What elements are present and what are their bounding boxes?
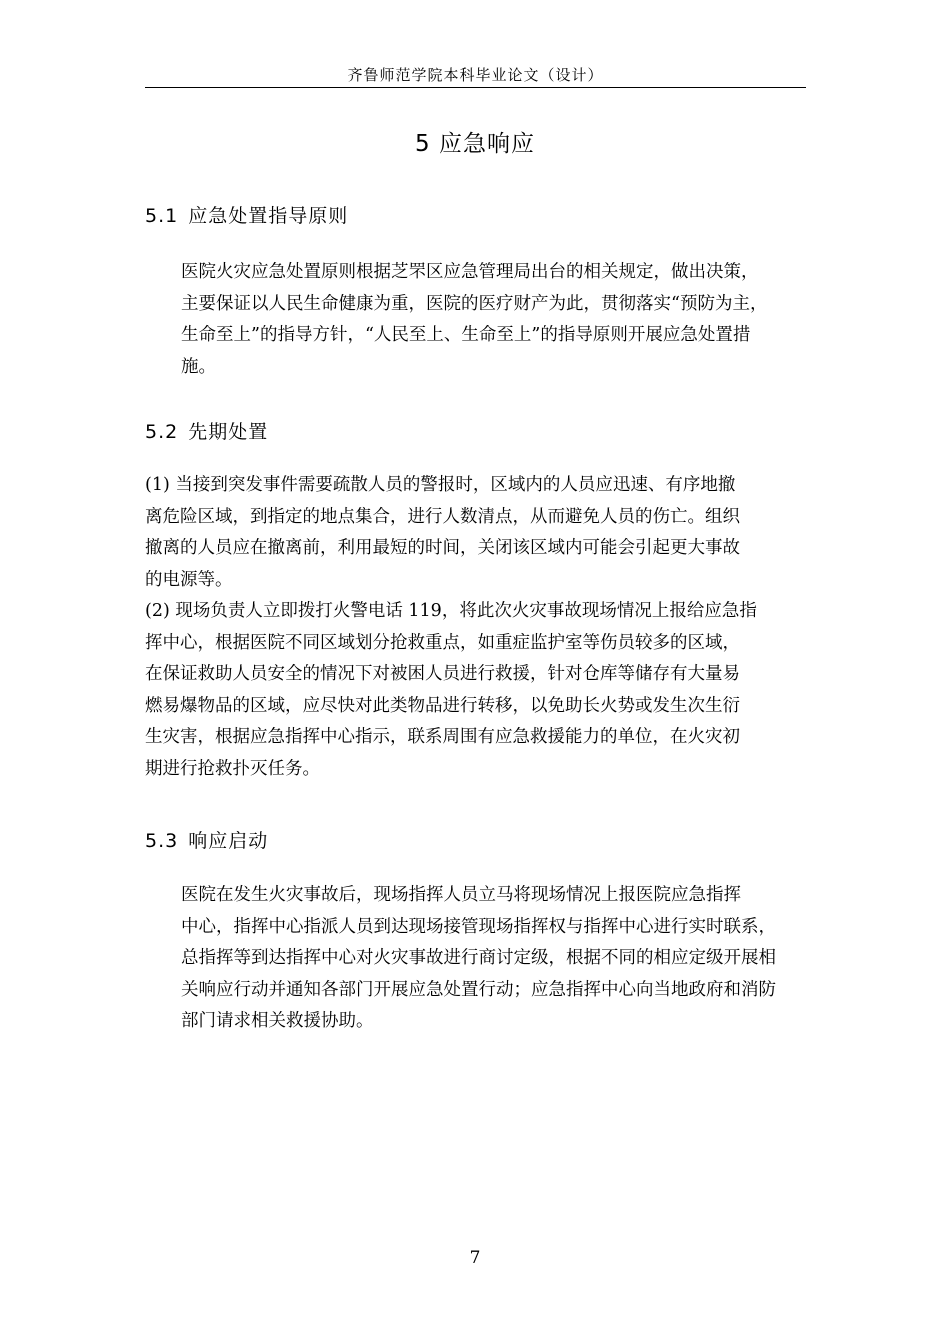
section-title: 应急处置指导原则	[188, 205, 349, 227]
section-heading-5-2	[145, 417, 268, 444]
section-title: 先期处置	[188, 421, 269, 443]
section-title: 响应启动	[188, 830, 269, 852]
paragraph-line: 期进行抢救扑灭任务。	[145, 758, 320, 779]
header-rule	[145, 87, 806, 88]
paragraph-5-2-item-2	[145, 596, 809, 785]
section-heading-5-3	[145, 826, 268, 853]
section-heading-5-1	[145, 201, 348, 228]
section-number: 5.1	[145, 205, 179, 227]
paragraph-line: 主要保证以人民生命健康为重，医院的医疗财产为此，贯彻落实“预防为主，	[181, 293, 768, 314]
paragraph-line: 撤离的人员应在撤离前，利用最短的时间，关闭该区域内可能会引起更大事故	[145, 538, 740, 558]
paragraph-line: 施。	[181, 356, 216, 377]
section-number: 5.3	[145, 830, 179, 852]
paragraph-line: 生命至上”的指导方针，“人民至上、生命至上”的指导原则开展应急处置措	[181, 325, 751, 345]
paragraph-5-3	[145, 880, 809, 1038]
paragraph-5-1	[145, 257, 809, 383]
chapter-title: 5 应急响应	[415, 131, 535, 157]
paragraph-line: 离危险区域，到指定的地点集合，进行人数清点，从而避免人员的伤亡。组织	[145, 506, 740, 527]
paragraph-line: 燃易爆物品的区域，应尽快对此类物品进行转移，以免助长火势或发生次生衍	[145, 695, 740, 716]
running-header: 齐鲁师范学院本科毕业论文（设计）	[347, 66, 604, 84]
paragraph-line: 在保证救助人员安全的情况下对被困人员进行救援，针对仓库等储存有大量易	[145, 664, 740, 684]
paragraph-line: 医院火灾应急处置原则根据芝罘区应急管理局出台的相关规定，做出决策，	[181, 262, 759, 282]
paragraph-5-2-item-1	[145, 470, 809, 596]
page-number: 7	[469, 1248, 481, 1268]
paragraph-line: 医院在发生火灾事故后，现场指挥人员立马将现场情况上报医院应急指挥	[181, 885, 741, 905]
paragraph-line: 总指挥等到达指挥中心对火灾事故进行商讨定级，根据不同的相应定级开展相	[181, 948, 776, 968]
paragraph-line: (2) 现场负责人立即拨打火警电话 119，将此次火灾事故现场情况上报给应急指	[145, 601, 757, 621]
paragraph-line: 部门请求相关救援协助。	[181, 1011, 374, 1031]
section-number: 5.2	[145, 421, 179, 443]
paragraph-line: 挥中心，根据医院不同区域划分抢救重点，如重症监护室等伤员较多的区域，	[145, 632, 740, 653]
paragraph-line: (1) 当接到突发事件需要疏散人员的警报时，区域内的人员应迅速、有序地撤	[145, 475, 736, 495]
paragraph-line: 中心，指挥中心指派人员到达现场接管现场指挥权与指挥中心进行实时联系，	[181, 916, 776, 937]
paragraph-line: 关响应行动并通知各部门开展应急处置行动；应急指挥中心向当地政府和消防	[181, 979, 776, 1000]
paragraph-line: 生灾害，根据应急指挥中心指示，联系周围有应急救援能力的单位，在火灾初	[145, 727, 740, 747]
paragraph-line: 的电源等。	[145, 569, 233, 590]
